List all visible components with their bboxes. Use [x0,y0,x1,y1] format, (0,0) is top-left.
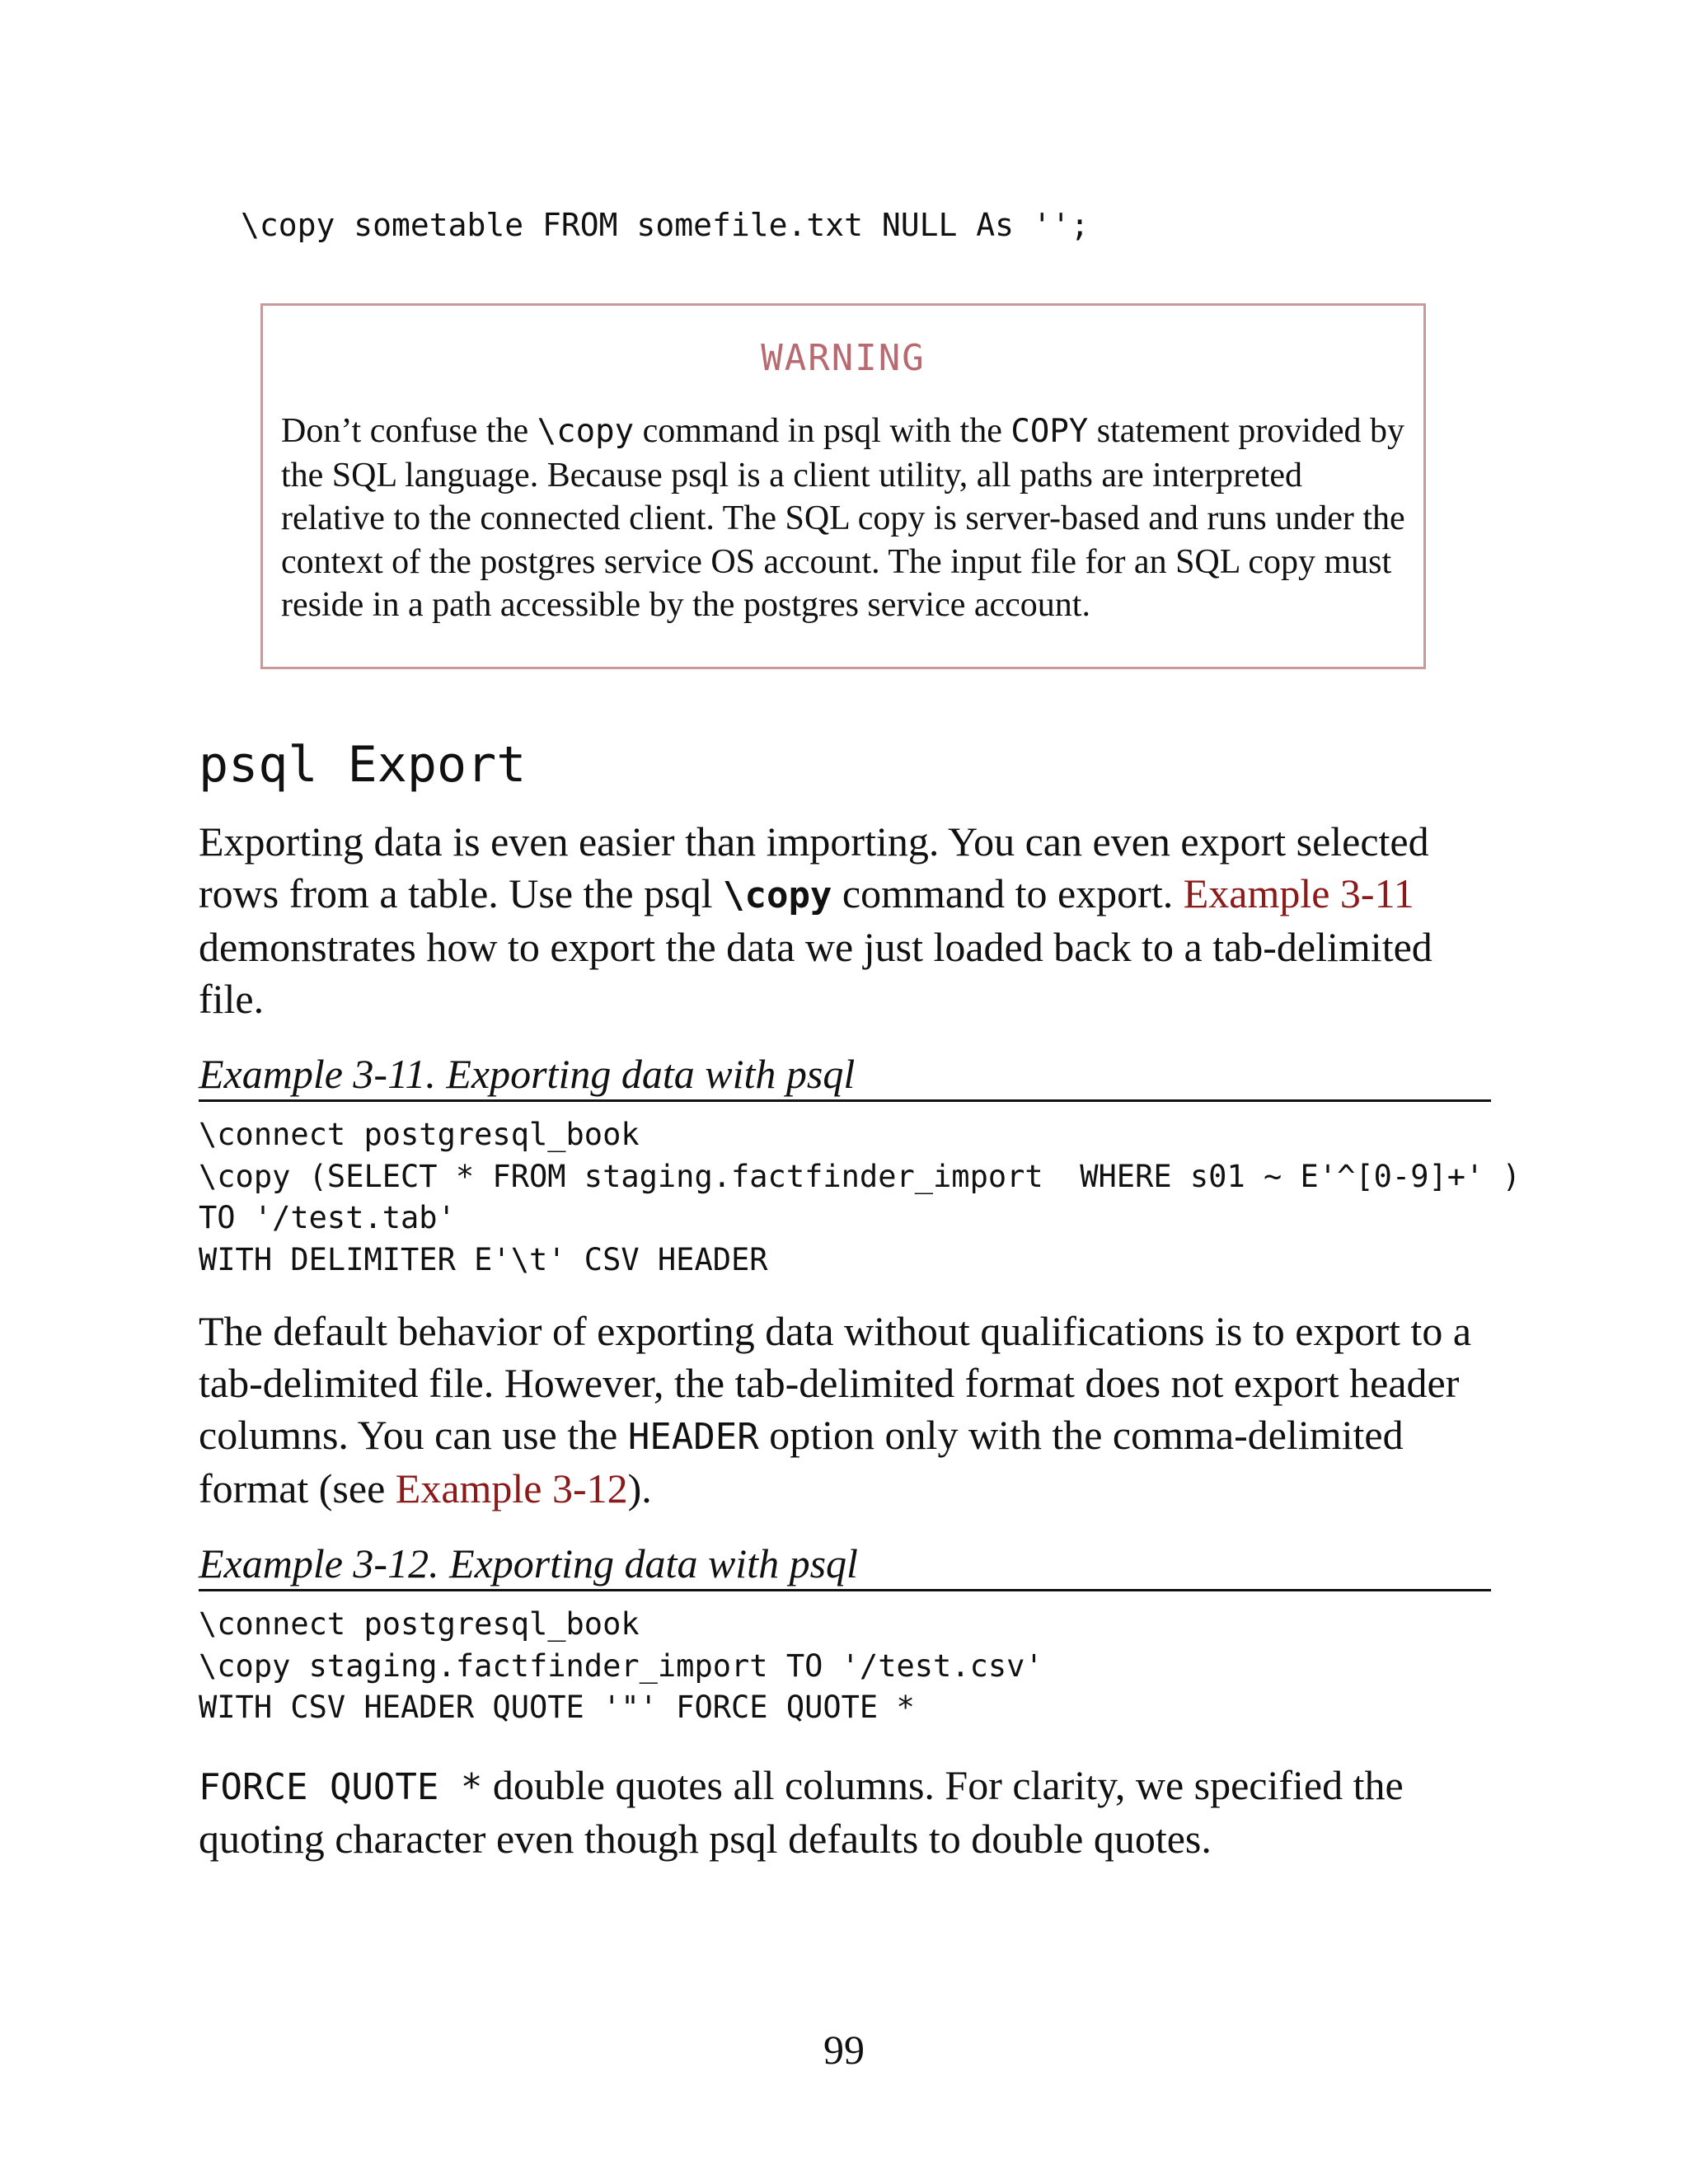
warning-text: statement provided by the SQL language. Because psql is a client utility, all paths are interpreted relative to the connected client. The SQL copy is server-based and runs under the context of the postgres service OS account. The input file for an SQL copy must reside in a path accessible by the postgres service account. [281,412,1405,624]
warning-text: Don’t confuse the [281,412,537,450]
example-3-12-caption: Example 3-12. Exporting data with psql [199,1540,1491,1591]
code-line: \copy (SELECT * FROM staging.factfinder_import WHERE s01 ~ E'^[0-9]+' ) [199,1158,1521,1194]
top-code-snippet: \copy sometable FROM somefile.txt NULL As ''; [241,207,1090,243]
inline-code: \copy [537,413,635,450]
paragraph-text: option only with the comma-delimited format (see [199,1412,1404,1511]
code-line: \copy staging.factfinder_import TO '/test.csv' [199,1647,1043,1684]
code-line: WITH CSV HEADER QUOTE '"' FORCE QUOTE * [199,1690,915,1725]
example-3-11-caption: Example 3-11. Exporting data with psql [199,1050,1491,1102]
example-3-12-link[interactable]: Example 3-12 [395,1465,628,1511]
paragraph-export [199,816,1501,1025]
paragraph-text: double quotes all columns. For clarity, we specified the quoting character even though psql defaults to double quotes. [199,1762,1404,1862]
example-3-11-code [199,1114,1521,1281]
page-number: 99 [823,2027,865,2073]
warning-body [281,410,1409,627]
code-line: TO '/test.tab' [199,1200,456,1235]
example-3-11-link[interactable]: Example 3-11 [1183,870,1414,916]
paragraph-text: demonstrates how to export the data we just loaded back to a tab-delimited file. [199,924,1432,1022]
paragraph-text: The default behavior of exporting data without qualifications is to export to a tab-delimited file. However, the tab-delimited format does not export header columns. You can use the [199,1308,1472,1458]
code-line: \connect postgresql_book [199,1606,640,1642]
paragraph-text: Exporting data is even easier than importing. You can even export selected rows from a table. Use the psql [199,818,1429,916]
paragraph-text: command to export. [832,870,1184,916]
warning-title: WARNING [761,337,926,379]
inline-code: \copy [722,874,832,916]
warning-box [260,303,1426,669]
example-3-12-code [199,1604,1043,1729]
section-heading: psql Export [199,736,527,794]
inline-code: FORCE QUOTE * [199,1766,483,1808]
inline-code: HEADER [627,1416,759,1458]
code-line: \connect postgresql_book [199,1117,640,1152]
inline-code: COPY [1010,413,1089,450]
paragraph-default-behavior [199,1305,1501,1515]
warning-text: command in psql with the [634,412,1011,450]
paragraph-force-quote [199,1760,1501,1865]
code-line: WITH DELIMITER E'\t' CSV HEADER [199,1241,768,1277]
paragraph-text: ). [627,1465,652,1511]
